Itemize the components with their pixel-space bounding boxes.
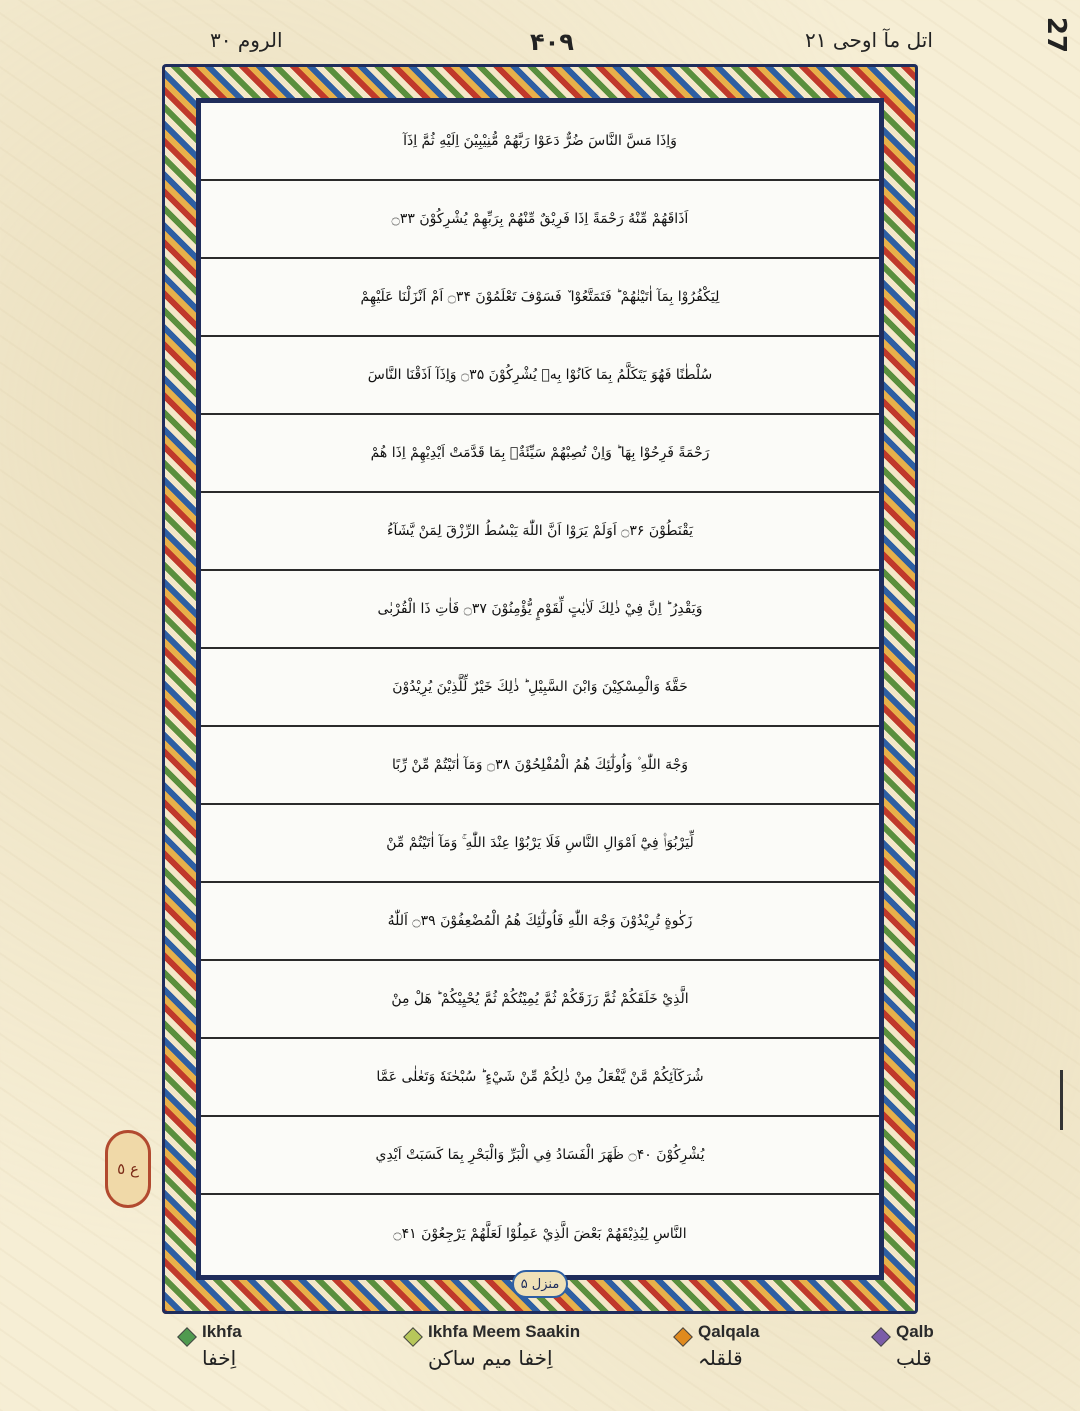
verse-line: يَقْنَطُوْنَ ۝۳۶ اَوَلَمْ يَرَوْا اَنَّ اللّٰهَ يَبْسُطُ الرِّزْقَ لِمَنْ يَّشَآءُ — [201, 493, 879, 571]
ruku-marker: ع ٥ — [105, 1130, 151, 1208]
legend-item-qalqala — [666, 1322, 886, 1402]
verse-line: اَذَاقَهُمْ مِّنْهُ رَحْمَةً اِذَا فَرِيْقٌ مِّنْهُمْ بِرَبِّهِمْ يُشْرِكُوْنَ ۝۳۳ — [201, 181, 879, 259]
verse-line: الَّذِيْ خَلَقَكُمْ ثُمَّ رَزَقَكُمْ ثُمَّ يُمِيْتُكُمْ ثُمَّ يُحْيِيْكُمْ ؕ هَلْ مِنْ — [201, 961, 879, 1039]
legend-item-qalb — [864, 1322, 1080, 1402]
legend-label: Qalb — [896, 1322, 934, 1341]
page-header — [0, 28, 1080, 58]
lime-diamond-icon — [403, 1327, 423, 1347]
legend-label-urdu: اِخفا میم ساکن — [428, 1346, 553, 1370]
verse-line: وَجْهَ اللّٰهِ ۫ وَاُولٰٓئِكَ هُمُ الْمُفْلِحُوْنَ ۝۳۸ وَمَآ اٰتَيْتُمْ مِّنْ رِّبًا — [201, 727, 879, 805]
green-diamond-icon — [177, 1327, 197, 1347]
verse-line: شُرَكَآئِكُمْ مَّنْ يَّفْعَلُ مِنْ ذٰلِكُمْ مِّنْ شَيْءٍ ؕ سُبْحٰنَهٗ وَتَعٰلٰى عَمَّا — [201, 1039, 879, 1117]
legend-label: Qalqala — [698, 1322, 760, 1341]
verse-line: لِيَكْفُرُوْا بِمَآ اٰتَيْنٰهُمْ ؕ فَتَمَتَّعُوْا ٚ فَسَوْفَ تَعْلَمُوْنَ ۝۳۴ اَمْ اَنْزَلْنَا عَلَيْهِمْ — [201, 259, 879, 337]
manzil-badge: منزل ۵ — [512, 1270, 568, 1298]
surah-name-header: الروم ۳۰ — [210, 28, 283, 52]
juz-name-header: اتل مآ اوحی ۲۱ — [805, 28, 933, 52]
verse-line: يُشْرِكُوْنَ ۝۴۰ ظَهَرَ الْفَسَادُ فِي الْبَرِّ وَالْبَحْرِ بِمَا كَسَبَتْ اَيْدِي — [201, 1117, 879, 1195]
verse-line: حَقَّهٗ وَالْمِسْكِيْنَ وَابْنَ السَّبِيْلِ ؕ ذٰلِكَ خَيْرٌ لِّلَّذِيْنَ يُرِيْدُوْنَ — [201, 649, 879, 727]
margin-mark — [1060, 1070, 1063, 1130]
legend-label-urdu: اِخفا — [202, 1346, 237, 1370]
verse-line: النَّاسِ لِيُذِيْقَهُمْ بَعْضَ الَّذِيْ عَمِلُوْا لَعَلَّهُمْ يَرْجِعُوْنَ ۝۴۱ — [393, 1226, 687, 1242]
legend-label: Ikhfa Meem Saakin — [428, 1322, 581, 1341]
legend-label: Ikhfa — [202, 1322, 242, 1341]
legend-item-ikhfa-meem-saakin — [396, 1322, 616, 1402]
orange-diamond-icon — [673, 1327, 693, 1347]
verse-line: رَحْمَةً فَرِحُوْا بِهَا ؕ وَاِنْ تُصِبْهُمْ سَيِّئَةٌۢ بِمَا قَدَّمَتْ اَيْدِيْهِمْ اِذَا هُمْ — [201, 415, 879, 493]
verse-line: وَاِذَا مَسَّ النَّاسَ ضُرٌّ دَعَوْا رَبَّهُمْ مُّنِيْبِيْنَ اِلَيْهِ ثُمَّ اِذَآ — [201, 103, 879, 181]
legend-label-urdu: قلب — [896, 1346, 932, 1370]
verse-line: وَيَقْدِرُ ؕ اِنَّ فِيْ ذٰلِكَ لَاٰيٰتٍ لِّقَوْمٍ يُّؤْمِنُوْنَ ۝۳۷ فَاٰتِ ذَا الْقُرْبٰى — [201, 571, 879, 649]
verse-line: سُلْطٰنًا فَهُوَ يَتَكَلَّمُ بِمَا كَانُوْا بِهٖ يُشْرِكُوْنَ ۝۳۵ وَاِذَآ اَذَقْنَا النَّاسَ — [201, 337, 879, 415]
tajweed-legend — [0, 1322, 1080, 1402]
text-panel — [201, 103, 879, 1275]
legend-item-ikhfa — [170, 1322, 390, 1402]
legend-label-urdu: قلقلہ — [698, 1346, 743, 1370]
purple-diamond-icon — [871, 1327, 891, 1347]
side-page-number: 27 — [1040, 16, 1071, 54]
verse-line: لِّيَرْبُوَا۠ فِيْٓ اَمْوَالِ النَّاسِ فَلَا يَرْبُوْا عِنْدَ اللّٰهِ ۚ وَمَآ اٰتَيْتُمْ مِّنْ — [201, 805, 879, 883]
verse-line: زَكٰوةٍ تُرِيْدُوْنَ وَجْهَ اللّٰهِ فَاُولٰٓئِكَ هُمُ الْمُضْعِفُوْنَ ۝۳۹ اَللّٰهُ — [201, 883, 879, 961]
page-number: ۴۰۹ — [530, 28, 574, 56]
